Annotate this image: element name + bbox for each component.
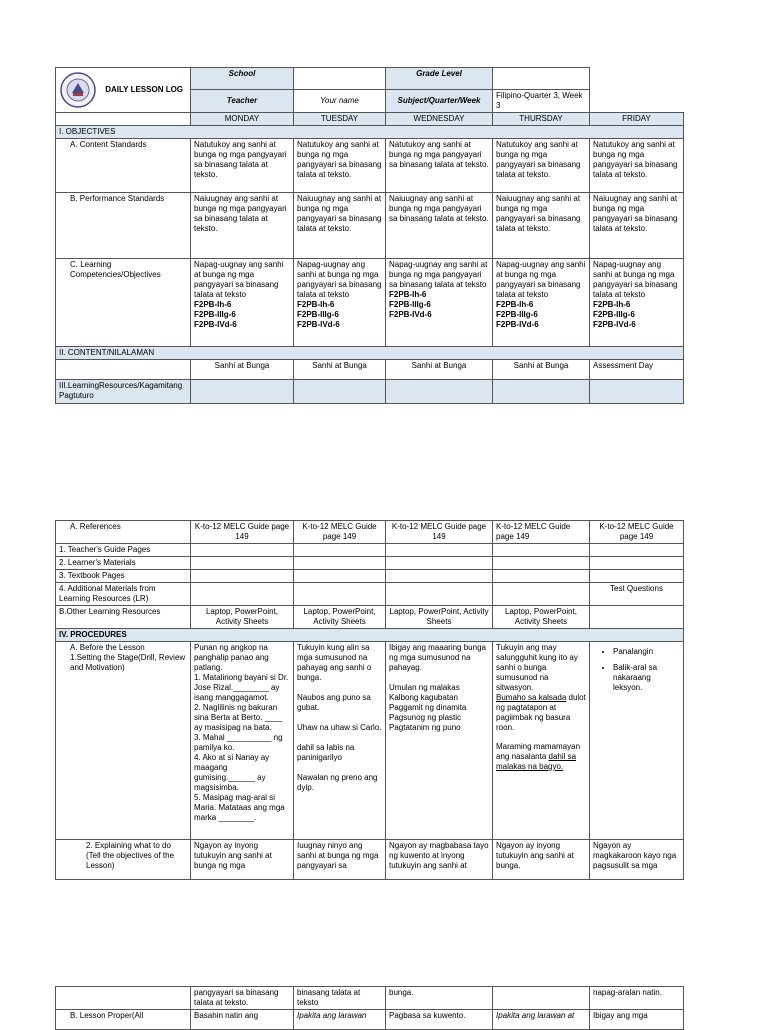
explaining-label: 2. Explaining what to do (Tell the objectives of the Lesson) (56, 840, 191, 880)
references-cell: K-to-12 MELC Guide page 149 (493, 521, 590, 544)
competency-codes: F2PB-Ih-6 F2PB-IIIg-6 F2PB-IVd-6 (496, 300, 539, 329)
competency-text: Napag-uugnay ang sanhi at bunga ng mga pangyayari sa binasang talata at teksto (194, 260, 284, 299)
other-resources-cell: Laptop, PowerPoint, Activity Sheets (386, 606, 493, 629)
competency-codes: F2PB-Ih-6 F2PB-IIIg-6 F2PB-IVd-6 (297, 300, 340, 329)
content-standards-cell: Natutukoy ang sanhi at bunga ng mga pangyayari sa binasang talata at teksto. (386, 139, 493, 193)
performance-standards-cell: Naiuugnay ang sanhi at bunga ng mga pangyayari sa binasang talata at teksto. (191, 193, 294, 259)
content-topic-cell: Sanhi at Bunga (191, 360, 294, 380)
references-cell: K-to-12 MELC Guide page 149 (191, 521, 294, 544)
content-standards-label: A. Content Standards (56, 139, 191, 193)
before-lesson-monday: Punan ng angkop na panghalip panao ang patlang. 1. Matalinong bayani si Dr. Jose Rizal.________ ay isang manggagamot. 2. Naglilinis ng bakuran sina Berta at Berto. ____ ay masisipag na bata. 3. Mahal __________ ng pamilya ko. 4. Ako at si Nanay ay maagang gumising.______ ay magsisimba. 5. Masipag mag-aral si Maria. Matataas ang mga marka ________. (191, 642, 294, 840)
subject-label: Subject/Quarter/Week (386, 90, 493, 113)
textbook-pages-label: 3. Textbook Pages (56, 570, 191, 583)
thursday-intro: Tukuyin ang may salungguhit kung ito ay sanhi o bunga sumusunod na sitwasyon. (496, 643, 578, 692)
lesson-proper-thursday: Ipakita ang larawan at (493, 1010, 590, 1030)
other-resources-cell: Laptop, PowerPoint, Activity Sheets (294, 606, 386, 629)
other-resources-label: B.Other Learning Resources (56, 606, 191, 629)
before-lesson-friday (590, 642, 684, 840)
continuation-cell: napag-aralan natin. (590, 987, 684, 1010)
performance-standards-cell: Naiuugnay ang sanhi at bunga ng mga pangyayari sa binasang talata at teksto. (386, 193, 493, 259)
competency-text: Napag-uugnay ang sanhi at bunga ng mga pangyayari sa binasang talata at teksto (593, 260, 678, 299)
performance-standards-cell: Naiuugnay ang sanhi at bunga ng mga pangyayari sa binasang talata at teksto. (590, 193, 684, 259)
references-label: A. References (56, 521, 191, 544)
procedures-section-label: IV. PROCEDURES (56, 629, 684, 642)
thursday-sentence-1: dulot ng pagtatapon at pagiimbak ng basura roon. (496, 693, 586, 732)
competency-codes: F2PB-Ih-6 F2PB-IIIg-6 F2PB-IVd-6 (194, 300, 237, 329)
continuation-cell: pangyayari sa binasang talata at teksto. (191, 987, 294, 1010)
school-label: School (191, 68, 294, 90)
thursday-underlined-2: dahil sa malakas na bagyo. (496, 752, 577, 771)
competency-cell (590, 259, 684, 347)
continuation-cell: bunga. (386, 987, 493, 1010)
explaining-friday: Ngayon ay magkakaroon kayo nga pagsusulit sa mga (590, 840, 684, 880)
competency-text: Napag-uugnay ang sanhi at bunga ng mga pangyayari sa binasang talata at teksto (389, 260, 488, 289)
header-logo-cell (56, 68, 191, 113)
subject-value: Filipino-Quarter 3, Week 3 (493, 90, 590, 113)
before-lesson-label: A. Before the Lesson 1.Setting the Stage(Drill, Review and Motivation) (56, 642, 191, 840)
grade-level-value (493, 68, 590, 90)
objectives-section-label: I. OBJECTIVES (56, 126, 684, 139)
explaining-wednesday: Ngayon ay magbabasa tayo ng kuwento at inyong tutukuyin ang sanhi at (386, 840, 493, 880)
lesson-proper-monday: Basahin natin ang (191, 1010, 294, 1030)
grade-level-label: Grade Level (386, 68, 493, 90)
thursday-underlined-1: Bumaho sa kalsada (496, 693, 567, 702)
content-topic-cell: Sanhi at Bunga (386, 360, 493, 380)
explaining-thursday: Ngayon ay inyong tutukuyin ang sanhi at bunga. (493, 840, 590, 880)
lesson-proper-label: B. Lesson Proper(All (56, 1010, 191, 1030)
competency-cell (191, 259, 294, 347)
before-lesson-wednesday: Ibigay ang maaaring bunga ng mga sumusunod na pahayag. Umulan ng malakas Kalbong kagubatan Paggamit ng dinamita Pagsunog ng plastic Pagtatanim ng puno (386, 642, 493, 840)
teacher-label: Teacher (191, 90, 294, 113)
performance-standards-label: B. Performance Standards (56, 193, 191, 259)
day-header-thursday: THURSDAY (493, 113, 590, 126)
other-resources-cell: Laptop, PowerPoint, Activity Sheets (493, 606, 590, 629)
performance-standards-cell: Naiuugnay ang sanhi at bunga ng mga pangyayari sa binasang talata at teksto. (493, 193, 590, 259)
content-standards-cell: Natutukoy ang sanhi at bunga ng mga pangyayari sa binasang talata at teksto. (191, 139, 294, 193)
competency-codes: F2PB-Ih-6 F2PB-IIIg-6 F2PB-IVd-6 (593, 300, 636, 329)
competencies-label: C. Learning Competencies/Objectives (56, 259, 191, 347)
friday-bullet-prayer: • Panalangin (613, 647, 680, 657)
content-section-label: II. CONTENT/NILALAMAN (56, 347, 684, 360)
references-cell: K-to-12 MELC Guide page 149 (386, 521, 493, 544)
competency-cell (294, 259, 386, 347)
deped-seal-icon (59, 71, 97, 109)
learning-resources-label: III.LearningResources/Kagamitang Pagtuturo (56, 380, 191, 404)
other-resources-cell (590, 606, 684, 629)
before-lesson-thursday (493, 642, 590, 840)
content-topic-cell: Sanhi at Bunga (294, 360, 386, 380)
competency-text: Napag-uugnay ang sanhi at bunga ng mga pangyayari sa binasang talata at teksto (297, 260, 382, 299)
learners-materials-label: 2. Learner's Materials (56, 557, 191, 570)
other-resources-cell: Laptop, PowerPoint, Activity Sheets (191, 606, 294, 629)
lesson-proper-tuesday: Ipakita ang larawan (294, 1010, 386, 1030)
before-lesson-tuesday: Tukuyin kung alin sa mga sumusunod na pahayag ang sanhi o bunga. Naubos ang puno sa gubat. Uhaw na uhaw si Carlo. dahil sa labis na paninigarilyo Nawalan ng preno ang dyip. (294, 642, 386, 840)
thursday-sentence-2: Maraming mamamayan ang nasalanta (496, 742, 581, 761)
content-topic-cell: Assessment Day (590, 360, 684, 380)
daily-lesson-log-table-1 (55, 67, 684, 404)
explaining-tuesday: Iuugnay ninyo ang sanhi at bunga ng mga pangyayari sa (294, 840, 386, 880)
continuation-cell: binasang talata at teksto (294, 987, 386, 1010)
continuation-cell (493, 987, 590, 1010)
content-standards-cell: Natutukoy ang sanhi at bunga ng mga pangyayari sa binasang talata at teksto. (590, 139, 684, 193)
competency-codes: F2PB-Ih-6 F2PB-IIIg-6 F2PB-IVd-6 (389, 290, 432, 319)
content-standards-cell: Natutukoy ang sanhi at bunga ng mga pangyayari sa binasang talata at teksto. (493, 139, 590, 193)
teachers-guide-label: 1. Teacher's Guide Pages (56, 544, 191, 557)
explaining-monday: Ngayon ay inyong tutukuyin ang sanhi at bunga ng mga (191, 840, 294, 880)
competency-cell (386, 259, 493, 347)
daily-lesson-log-table-2 (55, 520, 684, 880)
lesson-proper-friday: Ibigay ang mga (590, 1010, 684, 1030)
additional-materials-label: 4. Additional Materials from Learning Resources (LR) (56, 583, 191, 606)
performance-standards-cell: Naiuugnay ang sanhi at bunga ng mga pangyayari sa binasang talata at teksto. (294, 193, 386, 259)
competency-text: Napag-uugnay ang sanhi at bunga ng mga pangyayari sa binasang talata at teksto (496, 260, 586, 299)
friday-bullet-review: • Balik-aral sa nakaraang leksyon. (613, 663, 680, 693)
school-value (294, 68, 386, 90)
lesson-proper-wednesday: Pagbasa sa kuwento. (386, 1010, 493, 1030)
teacher-value: Your name (294, 90, 386, 113)
daily-lesson-log-table-3 (55, 986, 684, 1030)
references-cell: K-to-12 MELC Guide page 149 (294, 521, 386, 544)
day-header-friday: FRIDAY (590, 113, 684, 126)
competency-cell (493, 259, 590, 347)
content-standards-cell: Natutukoy ang sanhi at bunga ng mga pangyayari sa binasang talata at teksto. (294, 139, 386, 193)
day-header-tuesday: TUESDAY (294, 113, 386, 126)
content-topic-cell: Sanhi at Bunga (493, 360, 590, 380)
references-cell: K-to-12 MELC Guide page 149 (590, 521, 684, 544)
day-header-wednesday: WEDNESDAY (386, 113, 493, 126)
doc-title: DAILY LESSON LOG (105, 85, 184, 94)
day-header-monday: MONDAY (191, 113, 294, 126)
additional-materials-friday: Test Questions (590, 583, 684, 606)
